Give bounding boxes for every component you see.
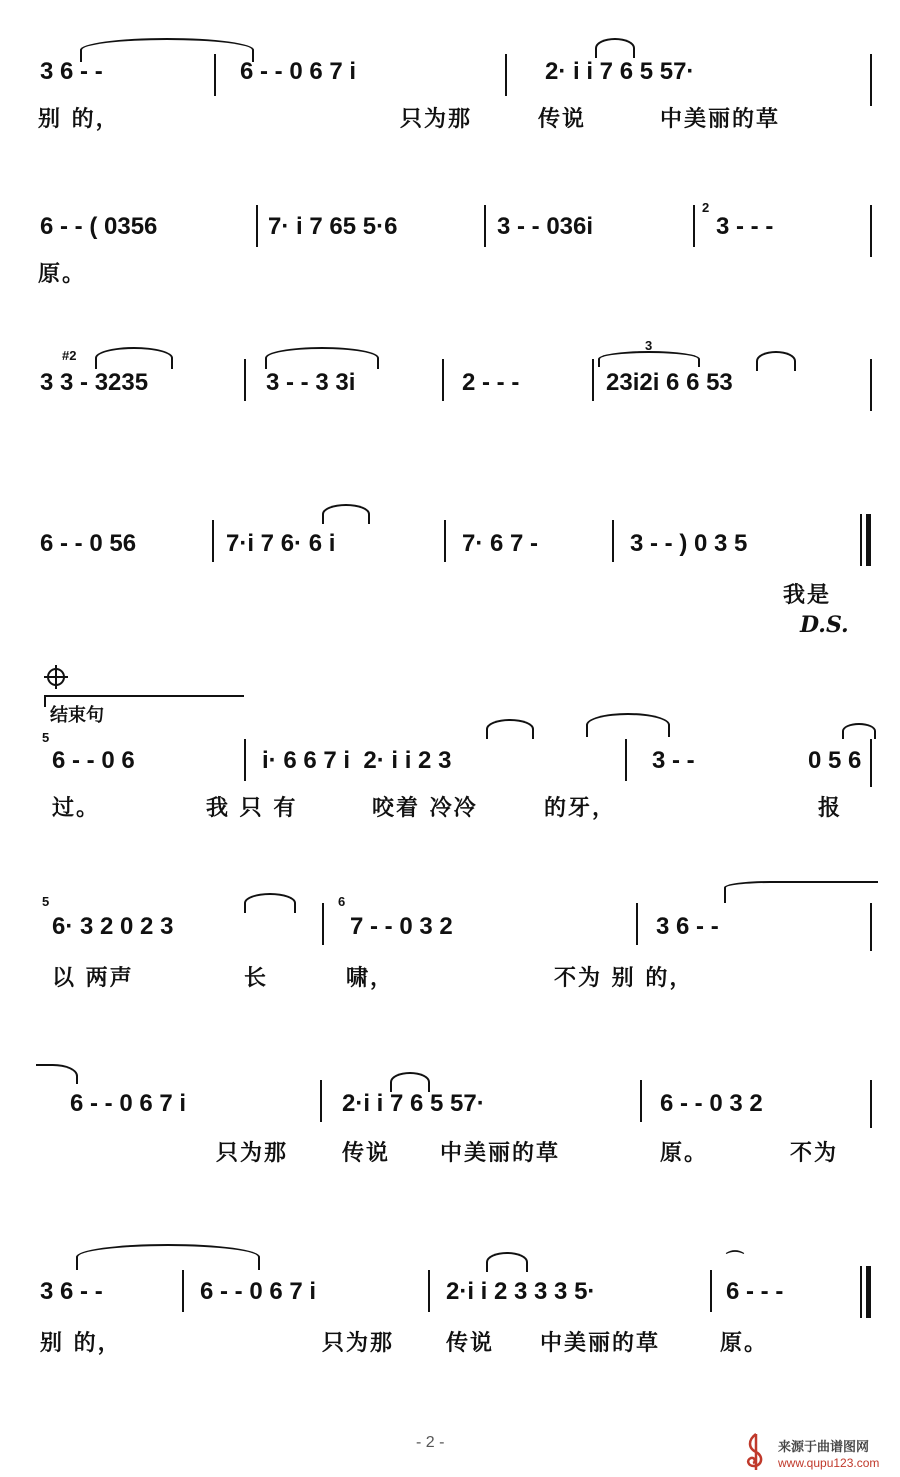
barline — [256, 205, 258, 247]
measure-notes: i· 6 6 7 i 2· i i 2 3 — [262, 747, 452, 774]
barline — [710, 1270, 712, 1312]
slur — [586, 713, 670, 737]
measure-notes: 3 3 - 3235 — [40, 369, 149, 396]
barline — [505, 54, 507, 96]
slur — [486, 1252, 528, 1272]
grace-note: 6 — [338, 894, 346, 909]
slur — [76, 1244, 260, 1270]
measure-notes: 2·i i 2 3 3 3 5· — [446, 1278, 596, 1305]
slur — [95, 347, 173, 369]
lyric: 中美丽的草 — [540, 1331, 661, 1356]
measure-notes: 3 - - - — [716, 213, 774, 240]
measure-notes: 7· i 7 65 5·6 — [268, 213, 398, 240]
lyric: 中美丽的草 — [440, 1141, 561, 1166]
barline — [592, 359, 594, 401]
lyric: 不为 别 的， — [554, 966, 694, 991]
section-bracket — [44, 695, 244, 697]
measure-notes: 3 6 - - — [656, 913, 719, 940]
barline — [322, 903, 324, 945]
measure-notes: 0 5 6 — [808, 747, 862, 774]
measure-notes: 6 - - ( 0356 — [40, 213, 158, 240]
measure-notes: 6 - - 0 6 7 i — [200, 1278, 317, 1305]
measure-notes: 3 - - 3 3i — [266, 369, 356, 396]
barline — [484, 205, 486, 247]
slur — [244, 893, 296, 913]
measure-notes: 6 - - 0 3 2 — [660, 1090, 763, 1117]
grace-note: 5 — [42, 894, 50, 909]
section-bracket — [44, 695, 46, 707]
measure-notes: 3 - - ) 0 3 5 — [630, 530, 748, 557]
barline — [870, 739, 872, 787]
barline — [870, 903, 872, 951]
measure-notes: 3 6 - - — [40, 1278, 103, 1305]
measure-notes: 7 - - 0 3 2 — [350, 913, 453, 940]
measure-notes: 23i2i 6 6 53 — [606, 369, 733, 396]
watermark-title: 来源于曲谱图网 — [778, 1440, 870, 1455]
lyric: 的牙， — [544, 796, 617, 821]
barline — [870, 205, 872, 257]
barline — [612, 520, 614, 562]
system-3 — [0, 338, 900, 425]
grace-note: 5 — [42, 730, 50, 745]
lyric: 别 的， — [40, 1331, 122, 1356]
measure-notes: 6 - - 0 6 7 i — [240, 58, 357, 85]
lyric: 传说 — [342, 1141, 391, 1166]
slur — [724, 881, 878, 903]
measure-notes: 7·i 7 6· 6 i — [226, 530, 336, 557]
lyric: 我是 — [783, 583, 832, 608]
barline — [625, 739, 627, 781]
measure-notes: 2·i i 7 6 5 57· — [342, 1090, 485, 1117]
lyric: 不为 — [790, 1141, 839, 1166]
barline — [693, 205, 695, 247]
grace-note: #2 — [62, 348, 77, 363]
barline — [244, 739, 246, 781]
measure-notes: 6 - - - — [726, 1278, 784, 1305]
slur — [322, 504, 370, 524]
barline — [636, 903, 638, 945]
lyric: 报 — [818, 796, 843, 821]
measure-notes: 6· 3 2 0 2 3 — [52, 913, 174, 940]
coda-icon — [44, 665, 68, 689]
lyric: 中美丽的草 — [660, 107, 781, 132]
lyric: 过。 — [52, 796, 101, 821]
system-6 — [0, 875, 900, 995]
system-2 — [0, 195, 900, 295]
slur — [842, 723, 876, 739]
barline — [860, 514, 862, 566]
measure-notes: 3 - - — [652, 747, 695, 774]
measure-notes: 7· 6 7 - — [462, 530, 539, 557]
lyric: 长 — [244, 966, 269, 991]
barline — [860, 1266, 862, 1318]
lyric: 我 只 有 — [206, 796, 298, 821]
lyric: 只为那 — [322, 1331, 395, 1356]
barline — [212, 520, 214, 562]
system-5 — [0, 665, 900, 835]
barline — [182, 1270, 184, 1312]
barline — [244, 359, 246, 401]
measure-notes: 2· i i 7 6 5 57· — [545, 58, 695, 85]
triplet-mark: 3 — [645, 338, 653, 353]
slur — [265, 347, 379, 369]
barline — [320, 1080, 322, 1122]
lyric: 传说 — [538, 107, 587, 132]
barline — [442, 359, 444, 401]
measure-notes: 3 - - 036i — [497, 213, 594, 240]
barline — [870, 54, 872, 106]
lyric: 只为那 — [400, 107, 473, 132]
lyric: 传说 — [446, 1331, 495, 1356]
lyric: 原。 — [38, 262, 87, 287]
lyric: 原。 — [720, 1331, 769, 1356]
slur — [486, 719, 534, 739]
lyric: 原。 — [660, 1141, 709, 1166]
slur — [598, 351, 700, 367]
measure-notes: 6 - - 0 6 7 i — [70, 1090, 187, 1117]
fermata-icon: ⌒ — [726, 1250, 744, 1270]
measure-notes: 2 - - - — [462, 369, 520, 396]
measure-notes: 6 - - 0 56 — [40, 530, 137, 557]
system-1 — [0, 30, 900, 140]
lyric: 只为那 — [216, 1141, 289, 1166]
lyric: 啸， — [346, 966, 395, 991]
slur — [595, 38, 635, 58]
lyric: 以 两声 — [52, 966, 134, 991]
barline — [428, 1270, 430, 1312]
barline — [214, 54, 216, 96]
barline — [640, 1080, 642, 1122]
treble-clef-logo-icon — [738, 1432, 772, 1472]
lyric: 别 的， — [38, 107, 120, 132]
final-barline — [866, 1266, 871, 1318]
final-barline — [866, 514, 871, 566]
barline — [870, 1080, 872, 1128]
system-8 — [0, 1240, 900, 1370]
system-4 — [0, 500, 900, 640]
measure-notes: 6 - - 0 6 — [52, 747, 135, 774]
barline — [444, 520, 446, 562]
page-number: - 2 - — [416, 1434, 445, 1451]
slur — [36, 1064, 78, 1084]
measure-notes: 3 6 - - — [40, 58, 103, 85]
slur — [756, 351, 796, 371]
system-7 — [0, 1050, 900, 1170]
slur — [390, 1072, 430, 1092]
section-label: 结束句 — [50, 705, 104, 726]
watermark-url: www.qupu123.com — [778, 1456, 880, 1470]
slur — [80, 38, 254, 62]
lyric: 咬着 冷冷 — [372, 796, 478, 821]
barline — [870, 359, 872, 411]
grace-note: 2 — [702, 200, 710, 215]
da-segno-mark: D.S. — [800, 612, 849, 638]
